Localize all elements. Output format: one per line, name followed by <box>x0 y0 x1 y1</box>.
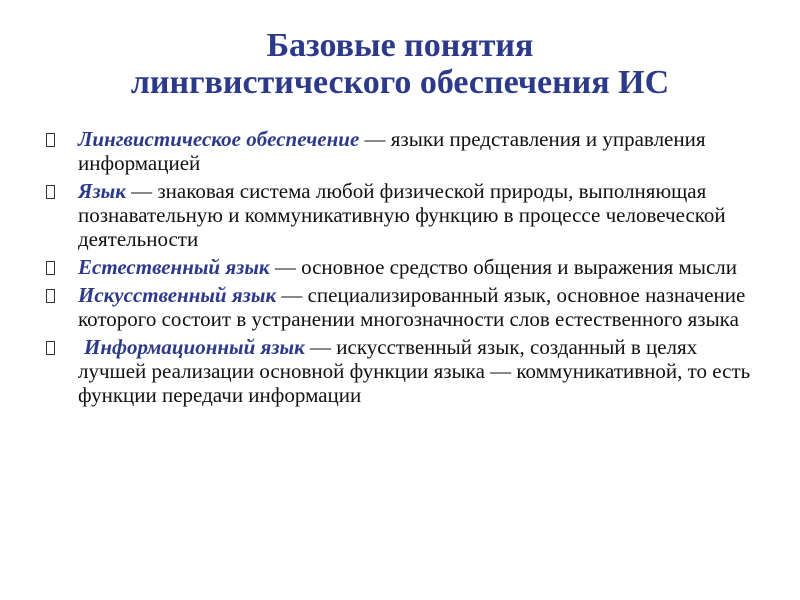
title-line-1: Базовые понятия <box>266 27 534 64</box>
definition-text: — искусственный язык, созданный в целях лучшей реализации основной функции языка — коммуникативной, то есть функции передачи информации <box>78 335 751 407</box>
definition-text: — основное средство общения и выражения мысли <box>269 255 737 279</box>
definition-term: Лингвистическое обеспечение <box>78 127 360 151</box>
definition-item-artificial-language <box>42 283 762 331</box>
definition-list <box>42 127 762 411</box>
definition-item-language <box>42 179 762 251</box>
definition-text: — специализированный язык, основное назначение которого состоит в устранении многозначности слов естественного языка <box>78 283 746 331</box>
definition-term: Естественный язык <box>78 255 270 279</box>
definition-term: Язык <box>78 179 126 203</box>
square-bullet-icon <box>46 261 55 275</box>
square-bullet-icon <box>46 341 55 355</box>
definition-item-information-language <box>42 335 762 407</box>
definition-item-linguistic-support <box>42 127 762 175</box>
definition-text: — знаковая система любой физической природы, выполняющая познавательную и коммуникативную функцию в процессе человеческой деятельности <box>78 179 726 251</box>
definition-text: — языки представления и управления информацией <box>78 127 706 175</box>
square-bullet-icon <box>46 289 55 303</box>
square-bullet-icon <box>46 133 55 147</box>
definition-item-natural-language <box>42 255 762 279</box>
definition-term: Информационный язык <box>84 335 305 359</box>
page-title <box>40 27 760 101</box>
definition-term: Искусственный язык <box>78 283 277 307</box>
square-bullet-icon <box>46 185 55 199</box>
title-line-2: лингвистического обеспечения ИС <box>130 64 670 101</box>
